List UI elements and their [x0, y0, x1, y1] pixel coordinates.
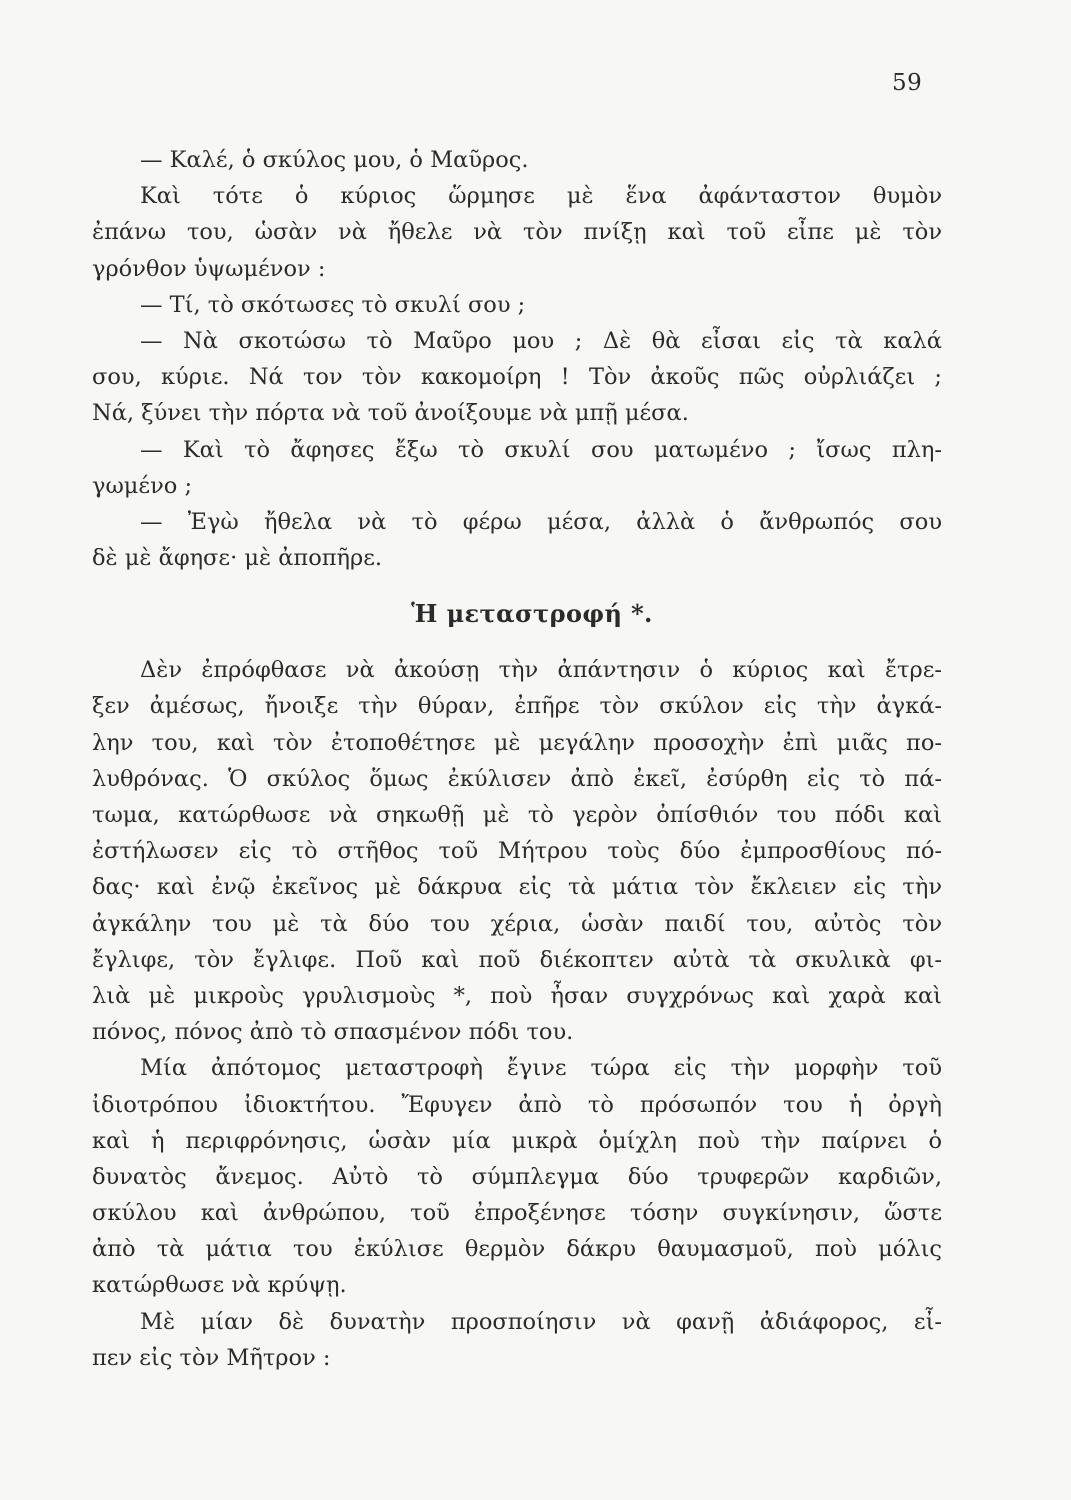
text-line: γρόνθον ὑψωμένον : [92, 255, 326, 282]
text-line: — Καλέ, ὁ σκύλος μου, ὁ Μαῦρος. [140, 147, 529, 173]
text-line: — Ἐγὼ ἤθελα νὰ τὸ φέρω μέσα, ἀλλὰ ὁ ἄνθρωπός σου [140, 508, 942, 535]
text-line: ἐπάνω του, ὡσὰν νὰ ἤθελε νὰ τὸν πνίξῃ καὶ τοῦ εἶπε μὲ τὸν [92, 219, 942, 246]
text-line: πόνος, πόνος ἀπὸ τὸ σπασμένον πόδι του. [92, 1019, 574, 1046]
text-line: κατώρθωσε νὰ κρύψῃ. [92, 1272, 347, 1299]
text-line: ἔγλιφε, τὸν ἔγλιφε. Ποῦ καὶ ποῦ διέκοπτεν αὐτὰ τὰ σκυλικὰ φι- [92, 946, 942, 973]
text-line: Δὲν ἐπρόφθασε νὰ ἀκούσῃ τὴν ἀπάντησιν ὁ κύριος καὶ ἔτρε- [140, 657, 942, 684]
page-number: 59 [892, 70, 923, 96]
text-line: τωμα, κατώρθωσε νὰ σηκωθῇ μὲ τὸ γερὸν ὀπίσθιόν του πόδι καὶ [92, 802, 942, 828]
text-line: ἐστήλωσεν εἰς τὸ στῆθος τοῦ Μήτρου τοὺς δύο ἐμπροσθίους πό- [92, 838, 942, 865]
text-line: Νά, ξύνει τὴν πόρτα νὰ τοῦ ἀνοίξουμε νὰ μπῇ μέσα. [92, 400, 689, 427]
text-line: σου, κύριε. Νά τον τὸν κακομοίρη ! Τὸν ἀκοῦς πῶς οὐρλιάζει ; [92, 364, 942, 391]
body-text [92, 142, 942, 1376]
text-line: — Καὶ τὸ ἄφησες ἔξω τὸ σκυλί σου ματωμένο ; ἴσως πλη- [140, 436, 942, 463]
text-line: ἀγκάλην του μὲ τὰ δύο του χέρια, ὡσὰν παιδί του, αὐτὸς τὸν [92, 910, 942, 937]
section-title: Ἡ μεταστροφή *. [411, 599, 653, 629]
text-line: λυθρόνας. Ὁ σκύλος ὅμως ἐκύλισεν ἀπὸ ἐκεῖ, ἐσύρθη εἰς τὸ πά- [92, 765, 942, 792]
text-line: γωμένο ; [92, 472, 193, 499]
text-line: λιὰ μὲ μικροὺς γρυλισμοὺς *, ποὺ ἦσαν συγχρόνως καὶ χαρὰ καὶ [92, 982, 942, 1009]
text-line: δυνατὸς ἄνεμος. Αὐτὸ τὸ σύμπλεγμα δύο τρυφερῶν καρδιῶν, [92, 1163, 942, 1190]
text-line: Μὲ μίαν δὲ δυνατὴν προσποίησιν νὰ φανῇ ἀδιάφορος, εἶ- [140, 1308, 942, 1335]
text-line: Καὶ τότε ὁ κύριος ὥρμησε μὲ ἕνα ἀφάνταστον θυμὸν [140, 183, 942, 210]
text-line: Μία ἀπότομος μεταστροφὴ ἔγινε τώρα εἰς τὴν μορφὴν τοῦ [140, 1055, 942, 1082]
text-line: — Τί, τὸ σκότωσες τὸ σκυλί σου ; [140, 291, 526, 318]
text-line: καὶ ἡ περιφρόνησις, ὡσὰν μία μικρὰ ὁμίχλη ποὺ τὴν παίρνει ὁ [92, 1127, 942, 1154]
text-line: — Νὰ σκοτώσω τὸ Μαῦρο μου ; Δὲ θὰ εἶσαι εἰς τὰ καλά [140, 327, 942, 354]
text-line: δας· καὶ ἐνῷ ἐκεῖνος μὲ δάκρυα εἰς τὰ μάτια τὸν ἔκλειεν εἰς τὴν [92, 874, 942, 901]
text-line: ἰδιοτρόπου ἰδιοκτήτου. Ἔφυγεν ἀπὸ τὸ πρόσωπόν του ἡ ὀργὴ [92, 1091, 942, 1118]
text-line: πεν εἰς τὸν Μῆτρον : [92, 1344, 331, 1371]
text-line: ξεν ἀμέσως, ἤνοιξε τὴν θύραν, ἐπῆρε τὸν σκύλον εἰς τὴν ἀγκά- [92, 693, 942, 720]
text-line: σκύλου καὶ ἀνθρώπου, τοῦ ἐπροξένησε τόσην συγκίνησιν, ὥστε [92, 1200, 942, 1227]
text-line: ἀπὸ τὰ μάτια του ἐκύλισε θερμὸν δάκρυ θαυμασμοῦ, ποὺ μόλις [92, 1236, 942, 1263]
text-line: λην του, καὶ τὸν ἐτοποθέτησε μὲ μεγάλην προσοχὴν ἐπὶ μιᾶς πο- [92, 729, 942, 756]
text-line: δὲ μὲ ἄφησε· μὲ ἀποπῆρε. [92, 545, 383, 572]
